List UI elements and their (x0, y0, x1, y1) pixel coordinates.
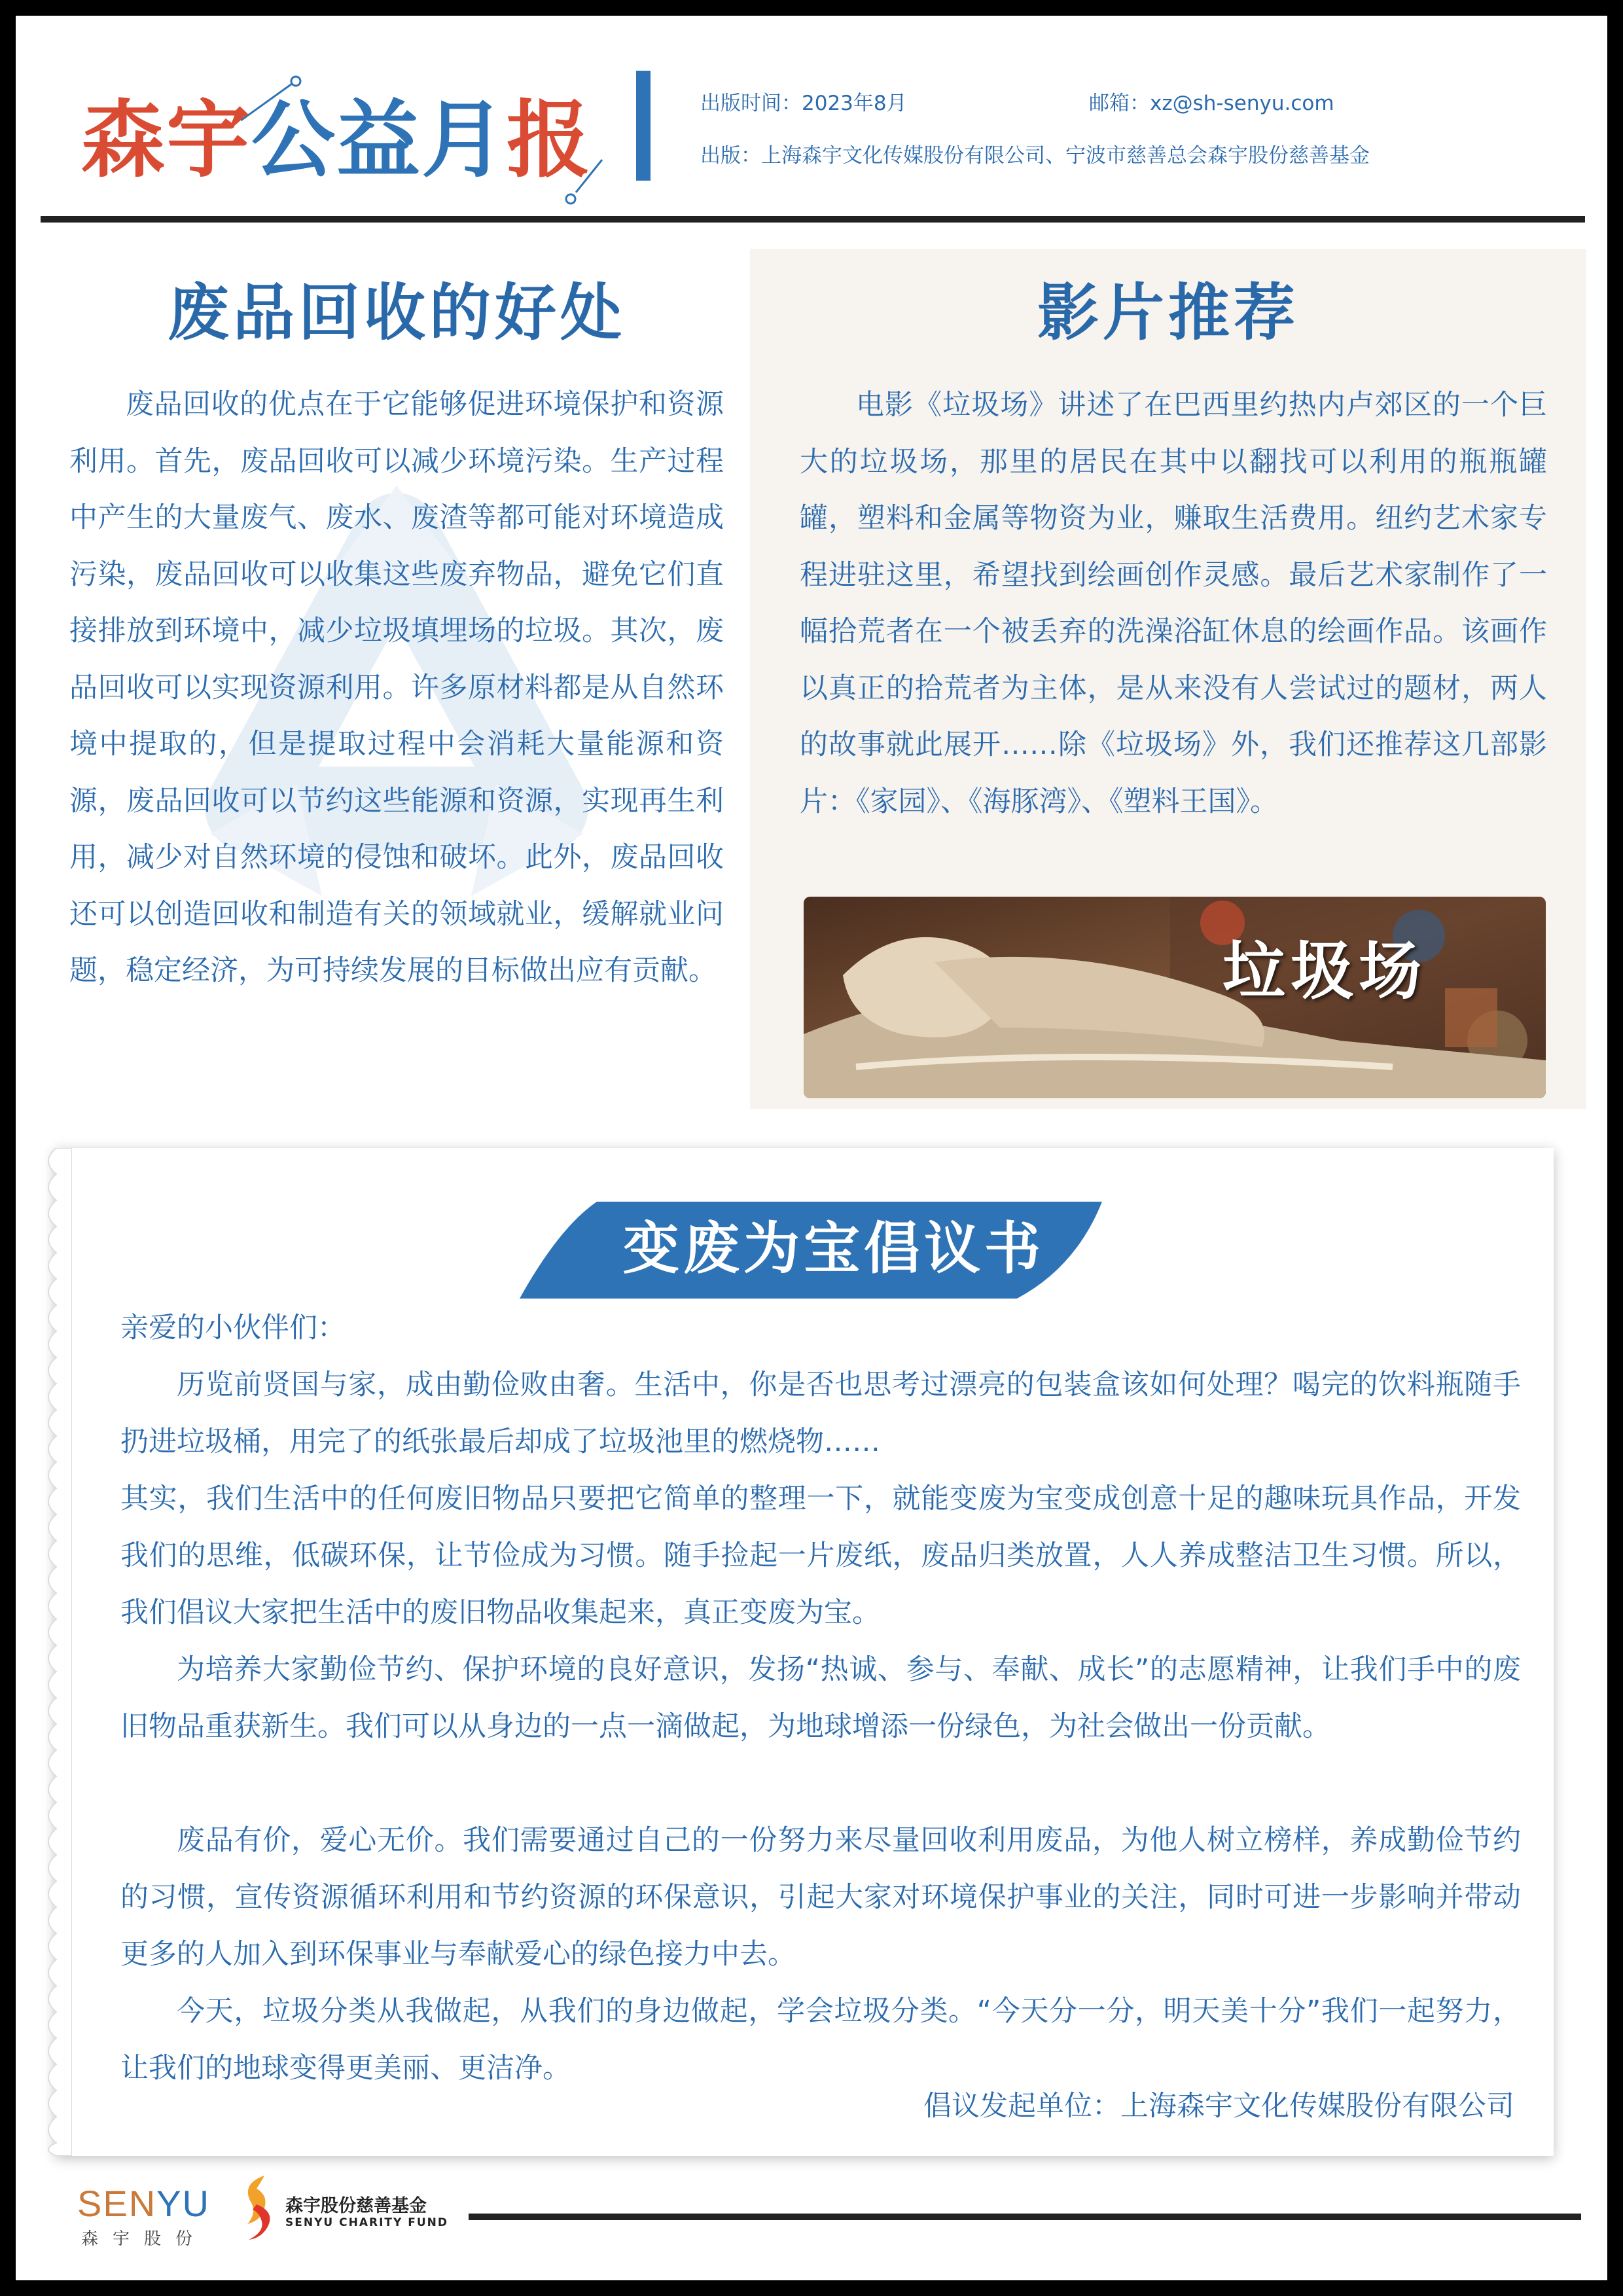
initiative-para-4: 废品有价，爱心无价。我们需要通过自己的一份努力来尽量回收利用废品，为他人树立榜样，养成勤俭节约的习惯，宣传资源循环利用和节约资源的环保意识，引起大家对环境保护事业的关注，同时可进一步影响并带动更多的人加入到环保事业与奉献爱心的绿色接力中去。 (120, 1824, 1521, 1971)
film-poster-art (804, 897, 1546, 1098)
senyu-logo-cn: 森宇股份 (81, 2229, 207, 2249)
film-section (750, 249, 1586, 1109)
newsletter-page (16, 16, 1607, 2280)
initiative-title: 变废为宝倡议书 (623, 1216, 1044, 1282)
film-title: 影片推荐 (1037, 278, 1299, 349)
masthead-title (81, 92, 592, 190)
senyu-logo-sen: SEN (77, 2183, 157, 2224)
initiative-card (55, 1148, 1554, 2156)
initiative-para-5: 今天，垃圾分类从我做起，从我们的身边做起，学会垃圾分类。“今天分一分，明天美十分”我们一起努力，让我们的地球变得更美丽、更洁净。 (120, 1995, 1521, 2085)
film-body: 电影《垃圾场》讲述了在巴西里约热内卢郊区的一个巨大的垃圾场，那里的居民在其中以翻找可以利用的瓶瓶罐罐，塑料和金属等物资为业，赚取生活费用。纽约艺术家专程进驻这里，希望找到绘画创作灵感。最后艺术家制作了一幅拾荒者在一个被丢弃的洗澡浴缸休息的绘画作品。该画作以真正的拾荒者为主体，是从来没有人尝试过的题材，两人的故事就此展开……除《垃圾场》外，我们还推荐这几部影片：《家园》、《海豚湾》、《塑料王国》。 (800, 389, 1547, 818)
charity-fund-logo (238, 2172, 461, 2244)
senyu-logo-wordmark (77, 2182, 210, 2225)
scalloped-edge (41, 1148, 72, 2156)
film-poster-image (804, 897, 1546, 1098)
recycling-section (69, 245, 724, 1115)
film-image-label: 垃圾场 (1222, 934, 1427, 1008)
recycling-title: 废品回收的好处 (167, 278, 626, 349)
header-rule (41, 216, 1585, 223)
publisher-line: 出版：上海森宇文化传媒股份有限公司、宁波市慈善总会森宇股份慈善基金 (700, 144, 1370, 168)
publish-date: 出版时间：2023年8月 (700, 92, 907, 115)
charity-fund-icon (238, 2172, 280, 2244)
initiative-para-2: 其实，我们生活中的任何废旧物品只要把它简单的整理一下，就能变废为宝变成创意十足的趣味玩具作品，开发我们的思维，低碳环保，让节俭成为习惯。随手捡起一片废纸，废品归类放置，人人养成整洁卫生习惯。所以，我们倡议大家把生活中的废旧物品收集起来，真正变废为宝。 (120, 1482, 1521, 1629)
header-divider-bar (636, 71, 651, 181)
masthead (65, 88, 602, 192)
contact-email: 邮箱：xz@sh-senyu.com (1089, 92, 1334, 115)
footer-rule (469, 2214, 1581, 2220)
masthead-title-part1: 森宇 (81, 92, 252, 189)
masthead-title-part2: 公益月 (251, 92, 507, 189)
charity-fund-cn: 森宇股份慈善基金 (285, 2196, 427, 2216)
charity-fund-en: SENYU CHARITY FUND (285, 2216, 448, 2229)
recycling-body: 废品回收的优点在于它能够促进环境保护和资源利用。首先，废品回收可以减少环境污染。生产过程中产生的大量废气、废水、废渣等都可能对环境造成污染，废品回收可以收集这些废弃物品，避免它们直接排放到环境中，减少垃圾填埋场的垃圾。其次，废品回收可以实现资源利用。许多原材料都是从自然环境中提取的，但是提取过程中会消耗大量能源和资源，废品回收可以节约这些能源和资源，实现再生利用，减少对自然环境的侵蚀和破坏。此外，废品回收还可以创造回收和制造有关的领域就业，缓解就业问题，稳定经济，为可持续发展的目标做出应有贡献。 (69, 388, 724, 987)
senyu-logo (77, 2182, 221, 2248)
senyu-logo-yu: YU (156, 2183, 210, 2224)
initiative-greeting: 亲爱的小伙伴们： (120, 1312, 346, 1344)
masthead-title-part3: 报 (507, 92, 592, 189)
initiative-para-3: 为培养大家勤俭节约、保护环境的良好意识，发扬“热诚、参与、奉献、成长”的志愿精神，让我们手中的废旧物品重获新生。我们可以从身边的一点一滴做起，为地球增添一份绿色，为社会做出一份贡献。 (120, 1653, 1521, 1743)
initiative-para-1: 历览前贤国与家，成由勤俭败由奢。生活中，你是否也思考过漂亮的包装盒该如何处理？喝完的饮料瓶随手扔进垃圾桶，用完了的纸张最后却成了垃圾池里的燃烧物…… (120, 1369, 1521, 1458)
initiative-signature: 倡议发起单位：上海森宇文化传媒股份有限公司 (923, 2090, 1514, 2123)
